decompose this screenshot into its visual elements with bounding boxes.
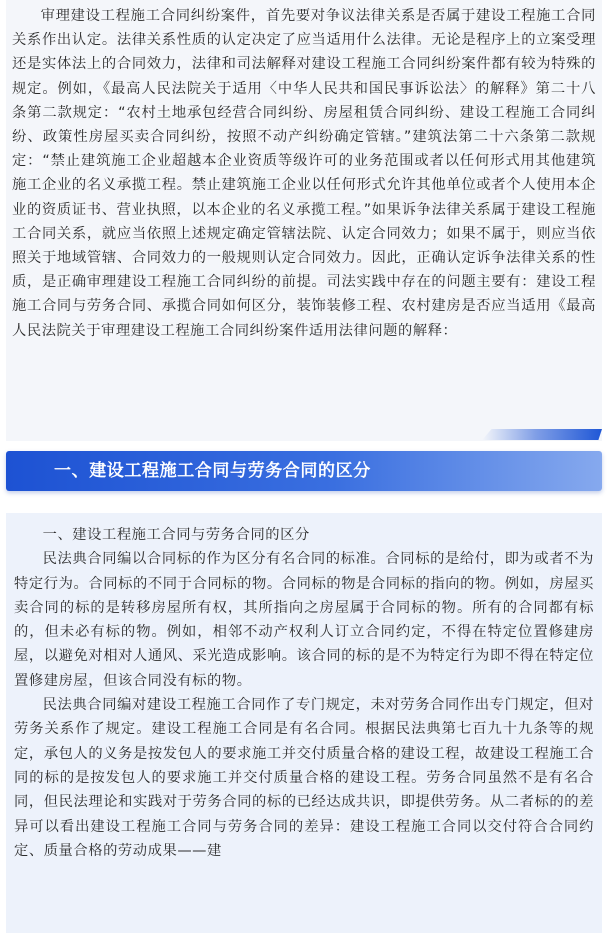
body-paragraph: 民法典合同编对建设工程施工合同作了专门规定，未对劳务合同作出专门规定，但对劳务关系作了规定。建设工程施工合同是有名合同。根据民法典第七百九十九条等的规定，承包人的义务是按发包人的要求施工并交付质量合格的建设工程，故建设工程施工合同的标的是按发包人的要求施工并交付质量合格的建设工程。劳务合同虽然不是有名合同，但民法理论和实践对于劳务合同的标的已经达成共识，即提供劳务。从二者标的的差异可以看出建设工程施工合同与劳务合同的差异：建设工程施工合同以交付符合合同约定、质量合格的劳动成果——建 [14,697,594,859]
section-body [6,513,602,933]
intro-paragraph: 审理建设工程施工合同纠纷案件，首先要对争议法律关系是否属于建设工程施工合同关系作出认定。法律关系性质的认定决定了应当适用什么法律。无论是程序上的立案受理还是实体法上的合同效力，法律和司法解释对建设工程施工合同纠纷案件都有较为特殊的规定。例如，《最高人民法院关于适用〈中华人民共和国民事诉讼法〉的解释》第二十八条第二款规定：“农村土地承包经营合同纠纷、房屋租赁合同纠纷、建设工程施工合同纠纷、政策性房屋买卖合同纠纷，按照不动产纠纷确定管辖。”建筑法第二十六条第二款规定：“禁止建筑施工企业超越本企业资质等级许可的业务范围或者以任何形式用其他建筑施工企业的名义承揽工程。禁止建筑施工企业以任何形式允许其他单位或者个人使用本企业的资质证书、营业执照，以本企业的名义承揽工程。”如果诉争法律关系属于建设工程施工合同关系，就应当依照上述规定确定管辖法院、认定合同效力；如果不属于，则应当依照关于地域管辖、合同效力的一般规则认定合同效力。因此，正确认定诉争法律关系的性质，是正确审理建设工程施工合同纠纷的前提。司法实践中存在的问题主要有：建设工程施工合同与劳务合同、承揽合同如何区分，装饰装修工程、农村建房是否应当适用《最高人民法院关于审理建设工程施工合同纠纷案件适用法律问题的解释： [12,8,596,339]
decorative-gradient-bar [482,429,602,440]
intro-block [6,0,602,441]
section-body-text [6,513,602,863]
section-header [6,451,602,491]
body-paragraph: 民法典合同编以合同标的作为区分有名合同的标准。合同标的是给付，即为或者不为特定行为。合同标的不同于合同标的物。合同标的物是合同标的指向的物。例如，房屋买卖合同的标的是转移房屋所有权，其所指向之房屋属于合同标的物。所有的合同都有标的，但未必有标的物。例如，相邻不动产权利人订立合同约定，不得在特定位置修建房屋，以避免对相对人通风、采光造成影响。该合同的标的是不为特定行为即不得在特定位置修建房屋，但该合同没有标的物。 [14,551,594,689]
section-header-title: 一、建设工程施工合同与劳务合同的区分 [54,461,371,481]
section-subheading: 一、建设工程施工合同与劳务合同的区分 [42,527,310,543]
